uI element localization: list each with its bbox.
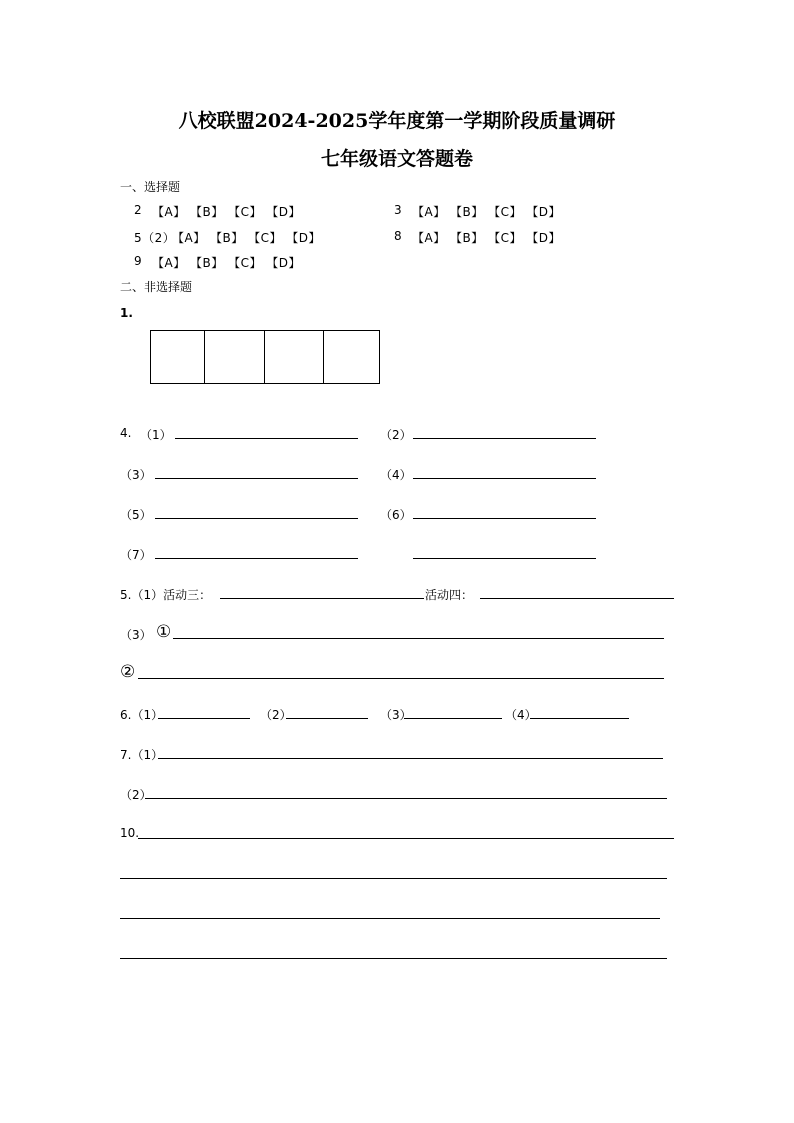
q6-1-label: 6.（1） [120, 708, 164, 722]
page-title: 八校联盟2024-2025学年度第一学期阶段质量调研 [178, 110, 616, 132]
q4-answer-line-8[interactable] [413, 558, 596, 559]
section-heading-nonchoice: 二、非选择题 [120, 280, 193, 294]
q4-label-4: （4） [380, 468, 412, 482]
q6-answer-line-4[interactable] [530, 718, 629, 719]
q6-answer-line-1[interactable] [158, 718, 250, 719]
q4-answer-line-5[interactable] [155, 518, 358, 519]
circle-number-2: ② [120, 662, 136, 682]
answer-box-2[interactable] [204, 330, 265, 384]
answer-box-4[interactable] [323, 330, 380, 384]
question-num-5-2: 5（2） [134, 231, 176, 245]
q5-3-label: （3） [120, 628, 152, 642]
q4-label-1: （1） [140, 428, 172, 442]
q5-activity3-line[interactable] [220, 598, 424, 599]
page-subtitle: 七年级语文答题卷 [320, 148, 473, 170]
answer-options-5-2[interactable]: 【A】 【B】 【C】 【D】 [172, 231, 322, 245]
answer-options-9[interactable]: 【A】 【B】 【C】 【D】 [152, 256, 302, 270]
q4-answer-line-3[interactable] [155, 478, 358, 479]
question-num-8: 8 [394, 229, 403, 243]
circle-number-1: ① [156, 622, 172, 642]
q10-label: 10. [120, 826, 140, 840]
answer-box-3[interactable] [264, 330, 324, 384]
q6-2-label: （2） [260, 708, 292, 722]
answer-box-1[interactable] [150, 330, 205, 384]
question-num-2: 2 [134, 203, 143, 217]
q4-label-2: （2） [380, 428, 412, 442]
q7-1-label: 7.（1） [120, 748, 164, 762]
q10-answer-line-4[interactable] [120, 958, 667, 959]
q7-answer-line-2[interactable] [145, 798, 667, 799]
q5-activity4-line[interactable] [480, 598, 674, 599]
q5-3-answer-line-2[interactable] [138, 678, 664, 679]
q7-answer-line-1[interactable] [158, 758, 663, 759]
q5-activity4-label: 活动四： [425, 588, 474, 602]
answer-options-2[interactable]: 【A】 【B】 【C】 【D】 [152, 205, 302, 219]
q10-answer-line-3[interactable] [120, 918, 660, 919]
question-num-9: 9 [134, 254, 143, 268]
q4-label-7: （7） [120, 548, 152, 562]
q4-answer-line-1[interactable] [175, 438, 358, 439]
question-num-3: 3 [394, 203, 403, 217]
q6-answer-line-2[interactable] [286, 718, 368, 719]
q5-3-answer-line-1[interactable] [173, 638, 664, 639]
q10-answer-line-1[interactable] [138, 838, 674, 839]
q6-answer-line-3[interactable] [404, 718, 502, 719]
q4-answer-line-4[interactable] [413, 478, 596, 479]
q4-label-3: （3） [120, 468, 152, 482]
question-4-label: 4. [120, 426, 132, 440]
q4-answer-line-6[interactable] [413, 518, 596, 519]
q4-answer-line-7[interactable] [155, 558, 358, 559]
q4-answer-line-2[interactable] [413, 438, 596, 439]
q10-answer-line-2[interactable] [120, 878, 667, 879]
q6-4-label: （4） [505, 708, 537, 722]
answer-options-3[interactable]: 【A】 【B】 【C】 【D】 [412, 205, 562, 219]
q7-2-label: （2） [120, 788, 152, 802]
q5-1-label: 5.（1）活动三： [120, 588, 212, 602]
q4-label-6: （6） [380, 508, 412, 522]
q6-3-label: （3） [380, 708, 412, 722]
question-1-label: 1. [120, 306, 133, 320]
q4-label-5: （5） [120, 508, 152, 522]
section-heading-choice: 一、选择题 [120, 180, 181, 194]
answer-options-8[interactable]: 【A】 【B】 【C】 【D】 [412, 231, 562, 245]
